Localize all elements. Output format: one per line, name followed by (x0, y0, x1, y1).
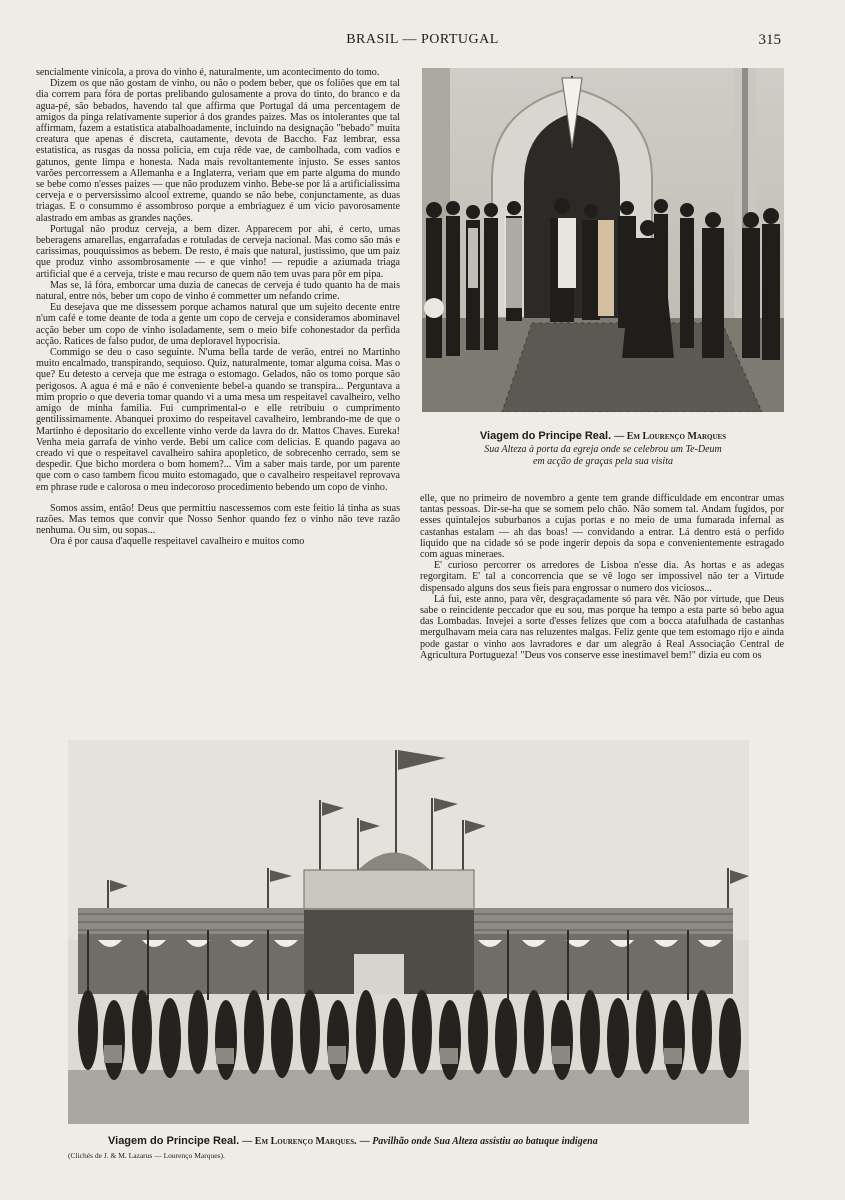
subcaption-line: Sua Alteza à porta da egreja onde se celebrou um Te-Deum (484, 444, 722, 455)
paragraph: Commigo se deu o caso seguinte. N'uma bella tarde de verão, entrei no Martinho muito encalmado, transpirando, sequioso. Quiz, naturalmente, tomar alguma coisa. Mas o que? Eu detesto a cerveja que me estraga o estomago. Gelados, não os tomo porque são perigosos. A agua é má e não é conveniente bebel-a quando se transpira... Perguntava a mim proprio o que deveria tomar quando vi a uma mesa um respeitavel cavalheiro, velho amigo de minha familia. Fui cumprimental-o e elle retribuiu o cumprimento gentilissimamente. Abanquei proximo do respeitavel cavalheiro, lembrando-me de que o Martinho é depositario do excellente vinho verde da lavra do dr. Mattos Chaves. Eureka! Venha meia garrafa de vinho verde. Bebi um calice com delicias. E quando pagava ao creado vi que o respeitavel cavalheiro sahira apopletico, de sobrecenho cerrado, sem se despedir. Que bicho mordera o bom homem?... Vim a saber mais tarde, por um parente que com o caso tambem ficou muito estomagado, que o cavalheiro respeitavel reprovava em phrase rude e calorosa o meu indecoroso procedimento bebendo um copo de vinho. (36, 347, 400, 493)
paragraph: elle, que no primeiro de novembro a gente tem grande difficuldade em encontrar umas tantas pessoas. Dir-se-ha que se somem pelo chão. Não somem tal. Andam fugidos, por esses quintalejos suburbanos a cujas portas e no meio de uma fumarada infernal as castanhas estalam — ah das boas! — convidando a entrar. Lá dentro está o perfido liquido que na cidade só se pode ingerir depois da sopa e convenientemente estragado com aguas mineraes. (420, 493, 784, 561)
right-text-column (420, 493, 784, 661)
church-door-photo (422, 68, 784, 412)
running-head: BRASIL — PORTUGAL (346, 32, 499, 47)
paragraph: Lá fui, este anno, para vêr, desgraçadamente só para vêr. Não por virtude, que Deus sabe o reincidente peccador que eu sou, mas porque ha tempo a esta parte só bebo agua das Lombadas. Invejei a sorte d'esses felizes que com a bocca atafulhada de castanhas mergulhavam meia cara nas reluzentes malgas. Feliz gente que tem estomago rijo e ainda pode gastar o vinho aos lavradores e dar um alegrão á Real Associação Central de Agricultura Portugueza! "Deus vos conserve esse inestimavel bem!" dizia eu com os (420, 593, 784, 661)
subcaption-line: em acção de graças pela sua visita (533, 456, 673, 467)
top-figure-caption (422, 430, 784, 442)
paragraph: Ora é por causa d'aquelle respeitavel cavalheiro e muitos como (50, 536, 305, 548)
pavilion-photo-drawing (68, 740, 749, 1124)
paragraph: sencialmente vinícola, a prova do vinho é, naturalmente, um acontecimento do tomo. (36, 67, 380, 78)
paragraph: E' curioso percorrer os arredores de Lisboa n'esse dia. As hortas e as adegas regorgitam. E' tal a concorrencia que se vê logo ser impossivel não ter a Virtude dispensado alguns dos seus fieis para engrossar o numero dos viciosos... (420, 560, 784, 594)
pavilion-photo (68, 740, 749, 1124)
caption-place: — Em Lourenço Marques. (242, 1136, 357, 1147)
left-text-column (36, 67, 400, 548)
paragraph: Somos assim, então! Deus que permittiu nascessemos com este feitio lá tinha as suas razões. Mas temos que convir que Nosso Senhor quando fez o vinho não teve razão nenhuma. Ou sim, ou sopas... (36, 502, 400, 537)
caption-place: — Em Lourenço Marques (614, 431, 727, 442)
church-door-photo-drawing (422, 68, 784, 412)
top-figure-subcaption (422, 444, 784, 468)
paragraph: Eu desejava que me dissessem porque achamos natural que um sujeito decente entre n'um café e tome deante de toda a gente um copo de cerveja e consideramos abominavel acção beber um copo de vinho isoladamente, sem o meio bife cohonestador da perfida acção. Ratices de falso pudor, de uma deploravel hypocrisia. (36, 302, 400, 347)
paragraph: Mas se, lá fóra, emborcar uma duzia de canecas de cerveja é tudo quanto ha de mais natural, entre nós, beber um copo de vinho é commetter um nefando crime. (36, 279, 400, 303)
paragraph: Dizem os que não gostam de vinho, ou não o podem beber, que os foliões que em tal dia correm para fóra de portas prelibando gulosamente a prova do tinto, do branco e da agua-pé, são bebados, havendo tal que affirma que Portugal dá uma percentagem de amigos da pinga relativamente superior á dos grandes paizes. Mas os intolerantes que tal affirmam, fazem a estatistica atabalhoadamente, incluindo na designação "bebado" muita creatura que apenas é discreta, cautamente, devota de Baccho. Faz lembrar, essa estatistica, as rusgas da nossa policia, em cuja rêde vae, de cambolhada, com vadios e gatunos, gente limpa e honesta. Nada mais revoltantemente injusto. Se esses santos varões percorressem a Allemanha e a Inglaterra, veriam que em parte alguma do mundo se bebe como n'esses paizes — que não produzem vinho. Bebe-se por lá a artificialissima cerveja e o perversissimo alcool extreme, quando se não bebe, conjunctamente, as duas triagas. E o consummo é assombroso porque a embriaguez é um vicio pavorosamente alastrado em ambas as grandes nações. (36, 78, 400, 224)
bottom-figure-caption (108, 1135, 808, 1147)
paragraph: Portugal não produz cerveja, a bem dizer. Apparecem por ahi, é certo, umas beberagens amarellas, engarrafadas e rotuladas de cerveja nacional. Mas como são más e carissimas, pouquissimos as bebem. De resto, é mais que natural, justissimo, que um paiz que produz vinho assombrosamente — e que vinho! — repudie a aziumada triaga artificial que é a cerveja, triste e mau recurso de quem não tem uvas para pôr em pipa. (36, 223, 400, 280)
page-number: 315 (758, 32, 781, 48)
caption-subtitle: — Pavilhão onde Sua Alteza assistiu ao batuque indigena (359, 1136, 598, 1147)
photo-credit: (Clichés de J. & M. Lazarus — Lourenço Marques). (68, 1151, 225, 1160)
caption-title: Viagem do Principe Real. (108, 1135, 240, 1147)
caption-title: Viagem do Principe Real. (479, 430, 612, 442)
